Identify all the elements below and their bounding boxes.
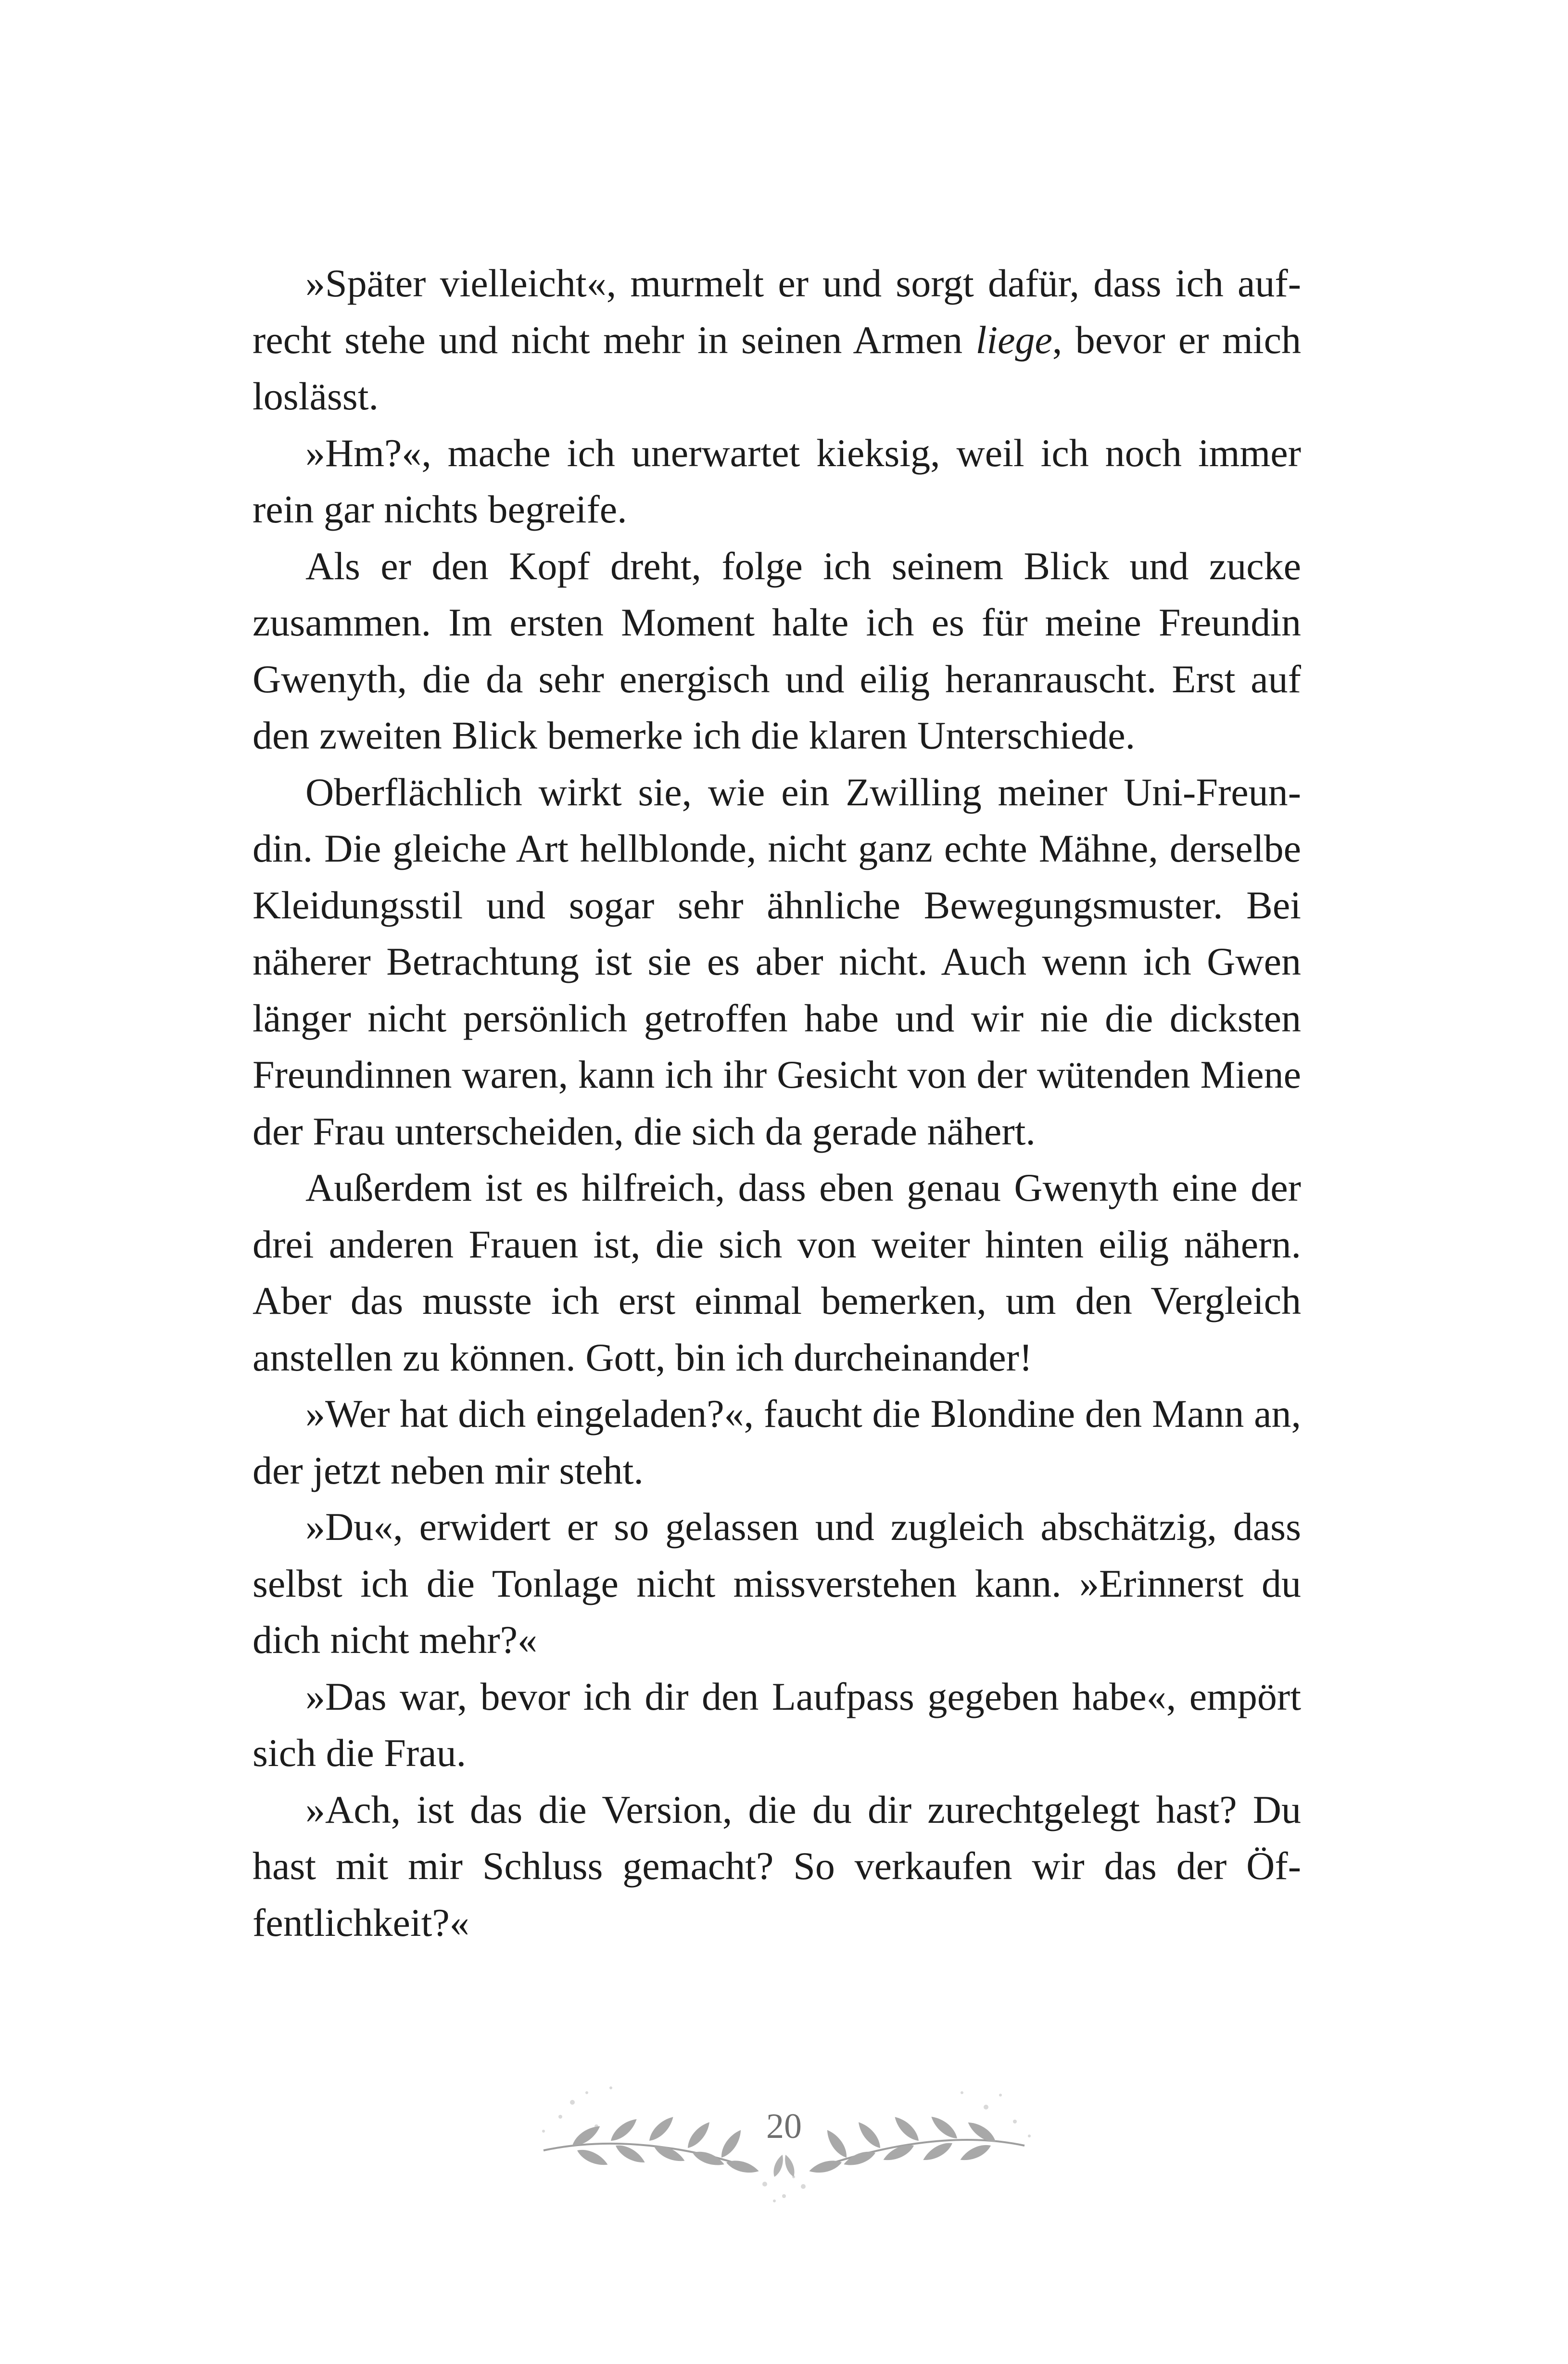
paragraph-6: »Wer hat dich eingeladen?«, faucht die Blondine den Mann an, der jetzt neben mir steht. xyxy=(253,1392,1301,1492)
paragraph-5: Außerdem ist es hilfreich, dass eben genau Gwenyth eine der drei anderen Frauen ist, die sich von weiter hinten eilig nähern. Aber das musste ich erst einmal bemerken, um den Vergleich anstellen zu können. Gott, bin ich durcheinander! xyxy=(253,1166,1301,1379)
emphasis-word: liege xyxy=(975,318,1052,362)
paragraph-9: »Ach, ist das die Version, die du dir zurechtgelegt hast? Du hast mit mir Schluss gemacht? So verkaufen wir das der Öffentlichkeit?« xyxy=(253,1787,1301,1945)
paragraph-4: Oberflächlich wirkt sie, wie ein Zwilling meiner Uni-Freundin. Die gleiche Art hellblonde, nicht ganz echte Mähne, derselbe Kleidungsstil und sogar sehr ähnliche Bewegungsmuster. Bei näherer Betrachtung ist sie es aber nicht. Auch wenn ich Gwen länger nicht persönlich getroffen habe und wir nie die dicksten Freundinnen waren, kann ich ihr Gesicht von der wütenden Miene der Frau unterscheiden, die sich da gerade nähert. xyxy=(253,770,1301,1153)
body-text xyxy=(253,255,1301,1951)
paragraph-1: »Später vielleicht«, murmelt er und sorgt dafür, dass ich aufrecht stehe und nicht mehr in seinen Armen liege, bevor er mich loslässt. xyxy=(253,261,1301,418)
paragraph-3: Als er den Kopf dreht, folge ich seinem Blick und zucke zusammen. Im ersten Moment halte ich es für meine Freundin Gwenyth, die da sehr energisch und eilig heranrauscht. Erst auf den zweiten Blick bemerke ich die klaren Unterschiede. xyxy=(253,544,1301,757)
paragraph-7: »Du«, erwidert er so gelassen und zugleich abschätzig, dass selbst ich die Tonlage nicht missverstehen kann. »Erinnerst du dich nicht mehr?« xyxy=(253,1505,1301,1662)
paragraph-8: »Das war, bevor ich dir den Laufpass gegeben habe«, empört sich die Frau. xyxy=(253,1674,1301,1775)
page-number: 20 xyxy=(766,2107,802,2146)
paragraph-2: »Hm?«, mache ich unerwartet kieksig, weil ich noch immer rein gar nichts begreife. xyxy=(253,431,1301,531)
